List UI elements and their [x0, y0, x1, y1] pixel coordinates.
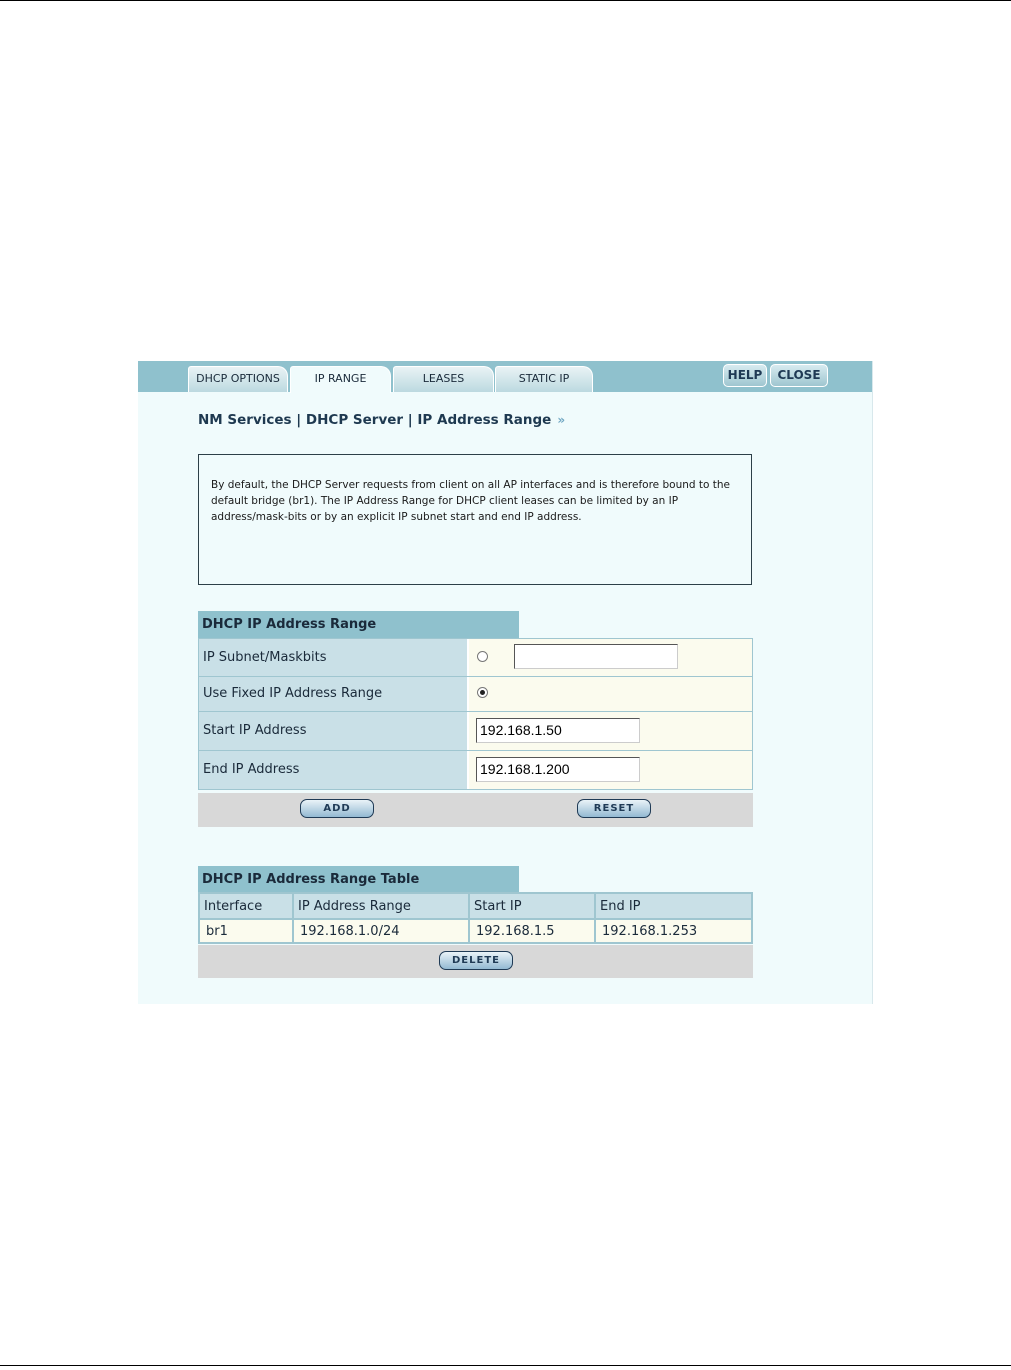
subnet-row — [198, 638, 753, 677]
range-form — [198, 638, 753, 790]
subnet-maskbits-input[interactable] — [514, 644, 678, 669]
start-ip-row — [198, 712, 753, 751]
double-chevron-right-icon: » — [557, 413, 566, 427]
fixed-range-row — [198, 677, 753, 712]
start-ip-input[interactable]: 192.168.1.50 — [476, 718, 640, 743]
range-form-title: DHCP IP Address Range — [198, 611, 519, 638]
col-ip-address-range: IP Address Range — [293, 893, 469, 919]
col-start-ip: Start IP — [469, 893, 595, 919]
tab-ip-range[interactable]: IP RANGE — [290, 366, 391, 393]
cell-end-ip: 192.168.1.253 — [595, 919, 752, 943]
page-bottom-rule — [0, 1365, 1011, 1366]
subnet-label: IP Subnet/Maskbits — [199, 639, 469, 676]
range-table — [198, 892, 753, 944]
breadcrumb — [198, 412, 565, 428]
table-row[interactable] — [199, 919, 752, 943]
tab-static-ip[interactable]: STATIC IP — [495, 366, 593, 392]
fixed-range-label: Use Fixed IP Address Range — [199, 677, 469, 711]
form-button-bar — [198, 793, 753, 827]
tab-dhcp-options[interactable]: DHCP OPTIONS — [188, 366, 288, 392]
fixed-range-radio[interactable] — [477, 687, 488, 698]
col-end-ip: End IP — [595, 893, 752, 919]
page-top-rule — [0, 0, 1011, 1]
range-table-title: DHCP IP Address Range Table — [198, 866, 519, 893]
description-box — [198, 454, 752, 585]
col-interface: Interface — [199, 893, 293, 919]
close-button[interactable]: CLOSE — [770, 364, 828, 387]
end-ip-row — [198, 751, 753, 790]
tab-leases[interactable]: LEASES — [393, 366, 494, 392]
start-ip-value-cell — [469, 712, 752, 750]
add-button[interactable]: ADD — [300, 799, 374, 818]
subnet-radio[interactable] — [477, 651, 488, 662]
table-header-row — [199, 893, 752, 919]
fixed-range-value-cell — [469, 677, 752, 711]
help-button[interactable]: HELP — [723, 364, 767, 387]
tab-bar — [138, 361, 872, 392]
subnet-value-cell — [469, 639, 752, 676]
description-text: By default, the DHCP Server requests from client on all AP interfaces and is therefore bound to the default bridge (br1). The IP Address Range for DHCP client leases can be limited by an IP address/mask-bits or by an explicit IP subnet start and end IP address. — [211, 479, 730, 523]
start-ip-label: Start IP Address — [199, 712, 469, 750]
end-ip-input[interactable]: 192.168.1.200 — [476, 757, 640, 782]
cell-start-ip: 192.168.1.5 — [469, 919, 595, 943]
breadcrumb-text: NM Services | DHCP Server | IP Address Range — [198, 412, 552, 428]
table-button-bar — [198, 945, 753, 978]
cell-ip-address-range: 192.168.1.0/24 — [293, 919, 469, 943]
end-ip-label: End IP Address — [199, 751, 469, 789]
cell-interface: br1 — [199, 919, 293, 943]
dhcp-panel — [138, 361, 873, 1004]
end-ip-value-cell — [469, 751, 752, 789]
delete-button[interactable]: DELETE — [439, 951, 513, 970]
reset-button[interactable]: RESET — [577, 799, 651, 818]
